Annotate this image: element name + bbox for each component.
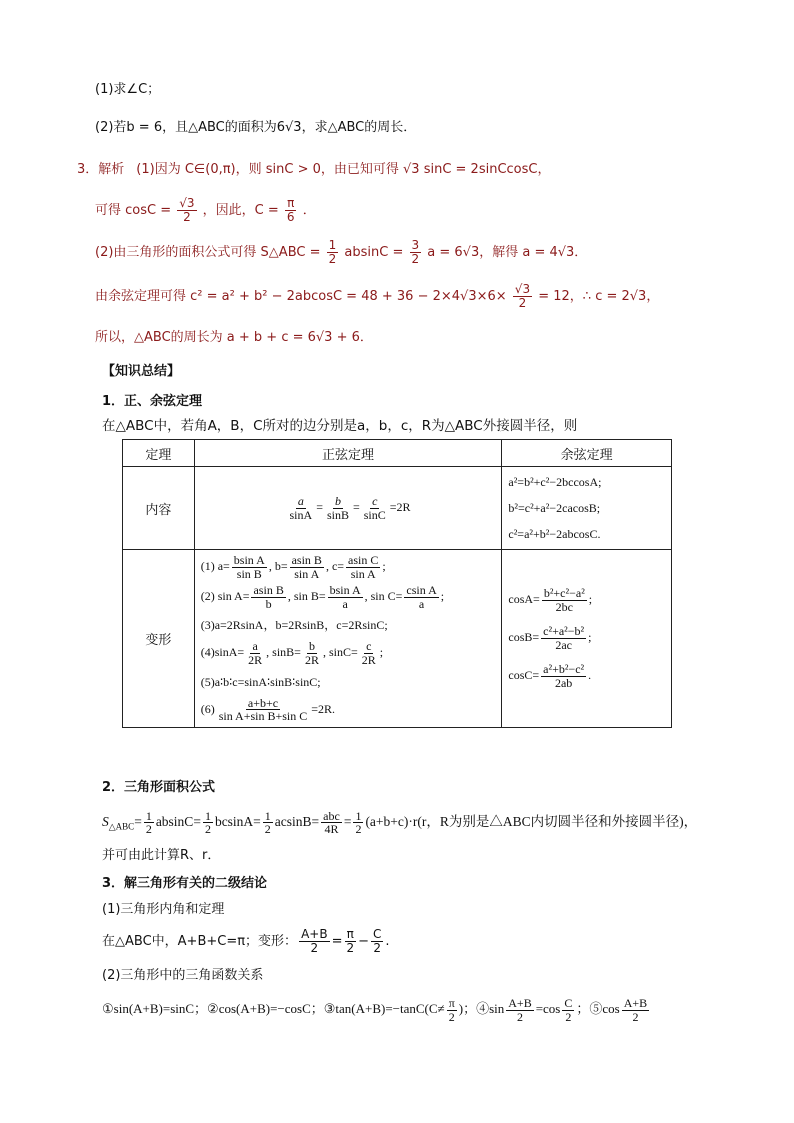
sine-variation-1: [201, 552, 496, 582]
solution-text-3c: a = 6√3，解得 a = 4√3．: [427, 245, 588, 260]
frac-den: 6: [286, 210, 295, 224]
table-row-content: [123, 467, 672, 550]
trig-rel-text: ①sin(A+B)=sinC；②cos(A+B)=−cosC；③tan(A+B)=−tanC(C≠: [102, 1001, 445, 1016]
v-text: ;: [588, 591, 593, 606]
section-3-title: 3．解三角形有关的二级结论: [102, 876, 268, 891]
v-text: , sin C=: [364, 589, 403, 604]
v-text: , sin B=: [287, 589, 326, 604]
frac: [541, 625, 586, 651]
sine-variation-6: [201, 695, 496, 725]
frac-den: 2ab: [554, 676, 573, 691]
sine-law-eq2R: =2R: [389, 499, 411, 514]
frac-num: √3: [179, 196, 195, 211]
v-text: ;: [440, 589, 445, 604]
frac: [541, 663, 586, 689]
eq: =: [134, 814, 142, 829]
table-row-variations: [123, 550, 672, 728]
v-text: (1) a=: [200, 558, 230, 573]
trig-rel-text: )；④sin: [458, 1001, 505, 1016]
frac-den: 2: [264, 822, 271, 837]
frac-den: 4R: [324, 822, 339, 837]
frac-num: 1: [145, 808, 152, 823]
v-text: , sinB=: [266, 645, 301, 660]
fraction-3-over-2: [410, 239, 422, 265]
v-text: , sinC=: [322, 645, 358, 660]
frac-num: 1: [204, 808, 211, 823]
v-text: cosC=: [508, 668, 540, 683]
area-term-2: bcsinA=: [214, 814, 261, 829]
frac-num: bsin A: [233, 553, 265, 567]
section-3-sub2: (2)三角形中的三角函数关系: [102, 968, 264, 983]
eq: =: [331, 934, 343, 949]
frac: [404, 584, 438, 610]
frac-den: 2: [355, 822, 362, 837]
frac-num: π: [346, 927, 354, 942]
frac-den: sinB: [326, 507, 349, 522]
frac-den: 2: [565, 1009, 572, 1024]
angle-sum-text: 在△ABC中，A+B+C=π；变形：: [102, 934, 298, 949]
theorem-table: [122, 439, 672, 728]
frac: [328, 584, 363, 610]
v-text: , c=: [325, 558, 345, 573]
frac-den: 2ac: [555, 637, 572, 652]
frac-num: √3: [514, 282, 531, 297]
minus: −: [358, 934, 370, 949]
section-1-intro: 在△ABC中，若角A，B，C所对的边分别是a，b，c，R为△ABC外接圆半径，则: [102, 418, 578, 434]
trig-rel-text: =cos: [535, 1001, 561, 1016]
frac-num: asin C: [348, 553, 379, 567]
frac-den: a: [342, 596, 348, 611]
frac-num: asin B: [291, 553, 322, 567]
sine-variation-3: (3)a=2RsinA，b=2RsinB，c=2RsinC;: [200, 618, 388, 633]
v-text: ;: [379, 645, 384, 660]
frac-num: 3: [411, 238, 420, 253]
frac-den: sin A: [350, 566, 376, 581]
frac-b-sinB: [325, 495, 351, 521]
frac-half: [263, 810, 273, 836]
v-text: cosA=: [508, 591, 540, 606]
frac: [246, 640, 264, 666]
frac: [360, 640, 378, 666]
frac-den: 2bc: [555, 599, 573, 614]
frac-den: 2R: [361, 652, 376, 667]
frac-num: b: [308, 639, 315, 654]
frac-num: c: [372, 493, 378, 508]
frac-c-sinC: [362, 495, 388, 521]
frac-den: sin A: [294, 566, 320, 581]
fraction-1-over-2: [327, 239, 339, 265]
v-text: ;: [382, 558, 386, 573]
trig-relations-line: [102, 992, 651, 1026]
area-note: 并可由此计算R、r．: [102, 848, 221, 863]
frac-num: c²+a²−b²: [543, 624, 585, 639]
frac-den: 2: [373, 941, 382, 955]
frac-num: 1: [328, 238, 337, 253]
question-part-2: (2)若b = 6，且△ABC的面积为6√3，求△ABC的周长．: [95, 120, 417, 135]
frac: [542, 587, 587, 613]
frac-den: 2: [145, 822, 152, 837]
frac-den: sin A+sin B+sin C: [218, 709, 308, 724]
solution-line-5: 所以，△ABC的周长为 a + b + c = 6√3 + 6．: [95, 330, 373, 345]
frac-den: 2: [328, 252, 337, 266]
cosine-law-c: c²=a²+b²−2abcosC.: [508, 527, 601, 541]
section-3-sub1: (1)三角形内角和定理: [102, 902, 225, 917]
v-text: ;: [588, 630, 592, 645]
cosine-variations: [502, 550, 672, 728]
solution-text-4a: 由余弦定理可得 c² = a² + b² − 2abcosC = 48 + 36 − 2×4√3×6×: [95, 289, 507, 304]
frac-num: a: [252, 639, 258, 654]
solution-text-2c: ．: [302, 203, 316, 218]
cosine-law-b: b²=c²+a²−2cacosB;: [508, 501, 601, 515]
frac: [346, 554, 380, 580]
cosine-variation-C: [508, 657, 665, 695]
summary-title: 【知识总结】: [102, 364, 181, 379]
cosine-variation-A: [508, 581, 665, 619]
frac-num: π: [287, 196, 295, 211]
area-term-3: acsinB=: [274, 814, 320, 829]
frac-den: sin B: [236, 566, 262, 581]
header-theorem: 定理: [123, 440, 195, 467]
frac-abc-4R: [321, 810, 342, 836]
frac-num: csin A: [406, 583, 437, 598]
frac-AB-2: [622, 997, 649, 1023]
frac: [232, 554, 267, 580]
frac-num: c: [366, 639, 372, 654]
v-text: .: [588, 668, 592, 683]
frac-den: 2: [411, 252, 420, 266]
frac-num: 1: [355, 808, 362, 823]
cosine-variation-B: [508, 619, 665, 657]
solution-text-1: (1)因为 C∈(0,π)，则 sinC > 0，由已知可得 √3 sinC = 2sinCcosC，: [136, 162, 551, 177]
frac-a-sinA: [288, 495, 315, 521]
v-text: =2R.: [311, 701, 336, 716]
solution-line-4: [95, 282, 659, 312]
row-label-content: 内容: [123, 467, 195, 550]
frac-pi-2: [344, 928, 356, 954]
sine-law-formula: $\frac{a}{\sin A}$ = $\frac{b}{\sin B}$ = $\frac{c}{\sin C}$ =2R: [194, 467, 502, 550]
frac-num: b²+c²−a²: [543, 586, 585, 601]
v-text: cosB=: [508, 630, 540, 645]
frac-den: 2R: [304, 652, 319, 667]
frac-den: 2: [448, 1009, 455, 1024]
frac: [217, 697, 310, 723]
frac-num: C: [373, 927, 382, 942]
area-subscript: △ABC: [108, 821, 135, 832]
section-1-title: 1．正、余弦定理: [102, 394, 203, 409]
solution-line-1: [77, 160, 550, 180]
frac-num: a: [297, 493, 304, 508]
frac-den: a: [418, 596, 425, 611]
area-term-1: absinC=: [155, 814, 201, 829]
cosine-law-formulas: [502, 467, 672, 550]
frac-num: a+b+c: [247, 695, 279, 710]
frac-den: 2: [518, 296, 527, 310]
frac: [251, 584, 285, 610]
frac-num: A+B: [508, 995, 532, 1010]
frac-num: bsin A: [329, 583, 361, 598]
solution-tag: 解析: [98, 162, 125, 177]
frac-num: a²+b²−c²: [543, 662, 585, 677]
frac-den: 2: [516, 1009, 523, 1024]
frac-pi-2: [447, 997, 457, 1023]
fraction-pi-over-6: [285, 197, 297, 223]
frac-num: π: [448, 995, 455, 1010]
area-term-4: (a+b+c)·r(r，R为别是△ABC内切圆半径和外接圆半径)，: [365, 814, 698, 829]
v-text: , b=: [268, 558, 288, 573]
area-S: S: [102, 814, 109, 829]
frac-num: asin B: [253, 583, 284, 598]
frac-den: 2: [183, 210, 191, 224]
frac-den: 2R: [248, 652, 263, 667]
eq: =: [343, 814, 352, 829]
frac-num: A+B: [623, 995, 648, 1010]
solution-text-4b: = 12，∴ c = 2√3，: [538, 289, 660, 304]
header-cosine-law: 余弦定理: [502, 440, 672, 467]
frac-C-2: [371, 928, 383, 954]
cosine-law-a: a²=b²+c²−2bccosA;: [508, 475, 602, 489]
frac-den: 2: [310, 941, 319, 955]
frac-den: b: [265, 596, 272, 611]
solution-line-2: [95, 196, 316, 226]
solution-text-2b: ，因此，C =: [202, 203, 279, 218]
solution-text-3a: (2)由三角形的面积公式可得 S△ABC =: [95, 245, 321, 260]
frac-half: [144, 810, 154, 836]
solution-text-3b: absinC =: [344, 245, 404, 260]
v-text: (2) sin A=: [200, 589, 250, 604]
frac-den: 2: [346, 941, 355, 955]
header-sine-law: 正弦定理: [194, 440, 502, 467]
v-text: (6): [200, 701, 215, 716]
table-header-row: [123, 440, 672, 467]
section-2-title: 2．三角形面积公式: [102, 780, 216, 795]
frac-num: 1: [264, 808, 271, 823]
solution-text-2a: 可得 cosC =: [95, 203, 172, 218]
sine-variation-2: [201, 582, 496, 612]
frac-half: [203, 810, 213, 836]
frac-den: 2: [204, 822, 211, 837]
frac-half: [353, 810, 363, 836]
frac-num: A+B: [301, 927, 328, 942]
fraction-sqrt3-over-2: [177, 197, 196, 223]
frac-den: sinA: [289, 507, 313, 522]
frac-den: 2: [632, 1009, 639, 1024]
frac-AB-2: [506, 997, 533, 1023]
fraction-sqrt3-over-2b: [513, 283, 532, 309]
frac-den: sinC: [363, 507, 386, 522]
frac-C-2: [562, 997, 574, 1023]
trig-rel-text: ；⑤cos: [576, 1001, 620, 1016]
frac: [290, 554, 324, 580]
sine-variations: [194, 550, 502, 728]
frac-num: abc: [323, 808, 340, 823]
angle-sum-line: [102, 926, 390, 958]
frac-num: b: [334, 493, 341, 508]
frac: [303, 640, 321, 666]
question-part-1: (1)求∠C；: [95, 82, 161, 97]
row-label-variations: 变形: [123, 550, 195, 728]
v-text: (4)sinA=: [200, 645, 245, 660]
frac-num: C: [564, 995, 573, 1010]
solution-number: 3．: [77, 162, 99, 177]
solution-line-3: [95, 238, 587, 268]
sine-variation-5: (5)a∶b∶c=sinA∶sinB∶sinC;: [200, 674, 321, 689]
sine-variation-4: [201, 638, 496, 668]
frac-AB-2: [299, 928, 330, 954]
dot: .: [385, 934, 390, 949]
area-formula: [102, 806, 697, 843]
